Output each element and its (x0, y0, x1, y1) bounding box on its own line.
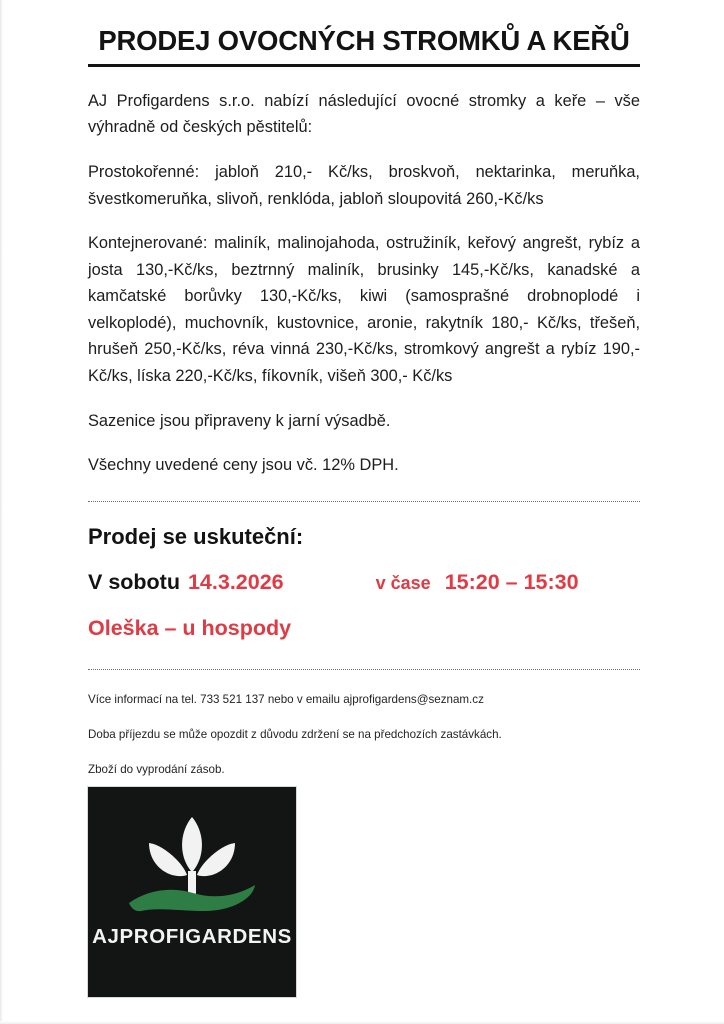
sale-datetime-row (88, 551, 640, 595)
sale-time-value: 15:20 – 15:30 (444, 570, 579, 595)
contact-note: Více informací na tel. 733 521 137 nebo v emailu ajprofigardens@seznam.cz (88, 693, 484, 707)
logo-card (88, 787, 296, 997)
sale-time-group (376, 570, 579, 595)
seedlings-note-paragraph: Sazenice jsou připraveny k jarní výsadbě. (88, 411, 391, 430)
stock-note: Zboží do vyprodání zásob. (88, 762, 225, 776)
logo-wordmark: AJPROFIGARDENS (92, 925, 292, 948)
sale-time-label: v čase (375, 573, 431, 594)
sale-day-label: V sobotu (88, 570, 180, 595)
sale-section-heading: Prodej se uskuteční: (88, 523, 304, 549)
page-title: PRODEJ OVOCNÝCH STROMKŮ A KEŘŮ (98, 25, 630, 56)
vat-note-paragraph: Všechny uvedené ceny jsou vč. 12% DPH. (88, 456, 399, 475)
document-sheet (88, 0, 640, 1024)
sale-location: Oleška – u hospody (88, 616, 292, 641)
intro-paragraph: AJ Profigardens s.r.o. nabízí následující ovocné stromky a keře – vše výhradně od českých pěstitelů: (88, 91, 640, 137)
sale-date-value: 14.3.2026 (187, 570, 284, 595)
bare-root-offer-paragraph: Prostokořenné: jabloň 210,- Kč/ks, broskvoň, nektarinka, meruňka, švestkomeruňka, slivoň, renklóda, jabloň sloupovitá 260,-Kč/ks (88, 162, 640, 208)
plant-sprout-icon (127, 811, 257, 915)
page-edge-shadow-left (0, 0, 3, 1024)
delay-note: Doba příjezdu se může opozdit z důvodu zdržení se na předchozích zastávkách. (88, 728, 502, 742)
company-logo (88, 787, 296, 997)
containerized-offer-paragraph: Kontejnerované: maliník, malinojahoda, ostružiník, keřový angrešt, rybíz a josta 130,-Kč/ks, beztrnný maliník, brusinky 145,-Kč/ks, kanadské a kamčatské borůvky 130,-Kč/ks, kiwi (samosprašné drobnoplodé i velkoplodé), muchovník, kustovnice, aronie, rakytník 180,- Kč/ks, třešeň, hrušeň 250,-Kč/ks, réva vinná 230,-Kč/ks, stromkový angrešt a rybíz 190,- Kč/ks, líska 220,-Kč/ks, fíkovník, višeň 300,- Kč/ks (88, 234, 640, 385)
